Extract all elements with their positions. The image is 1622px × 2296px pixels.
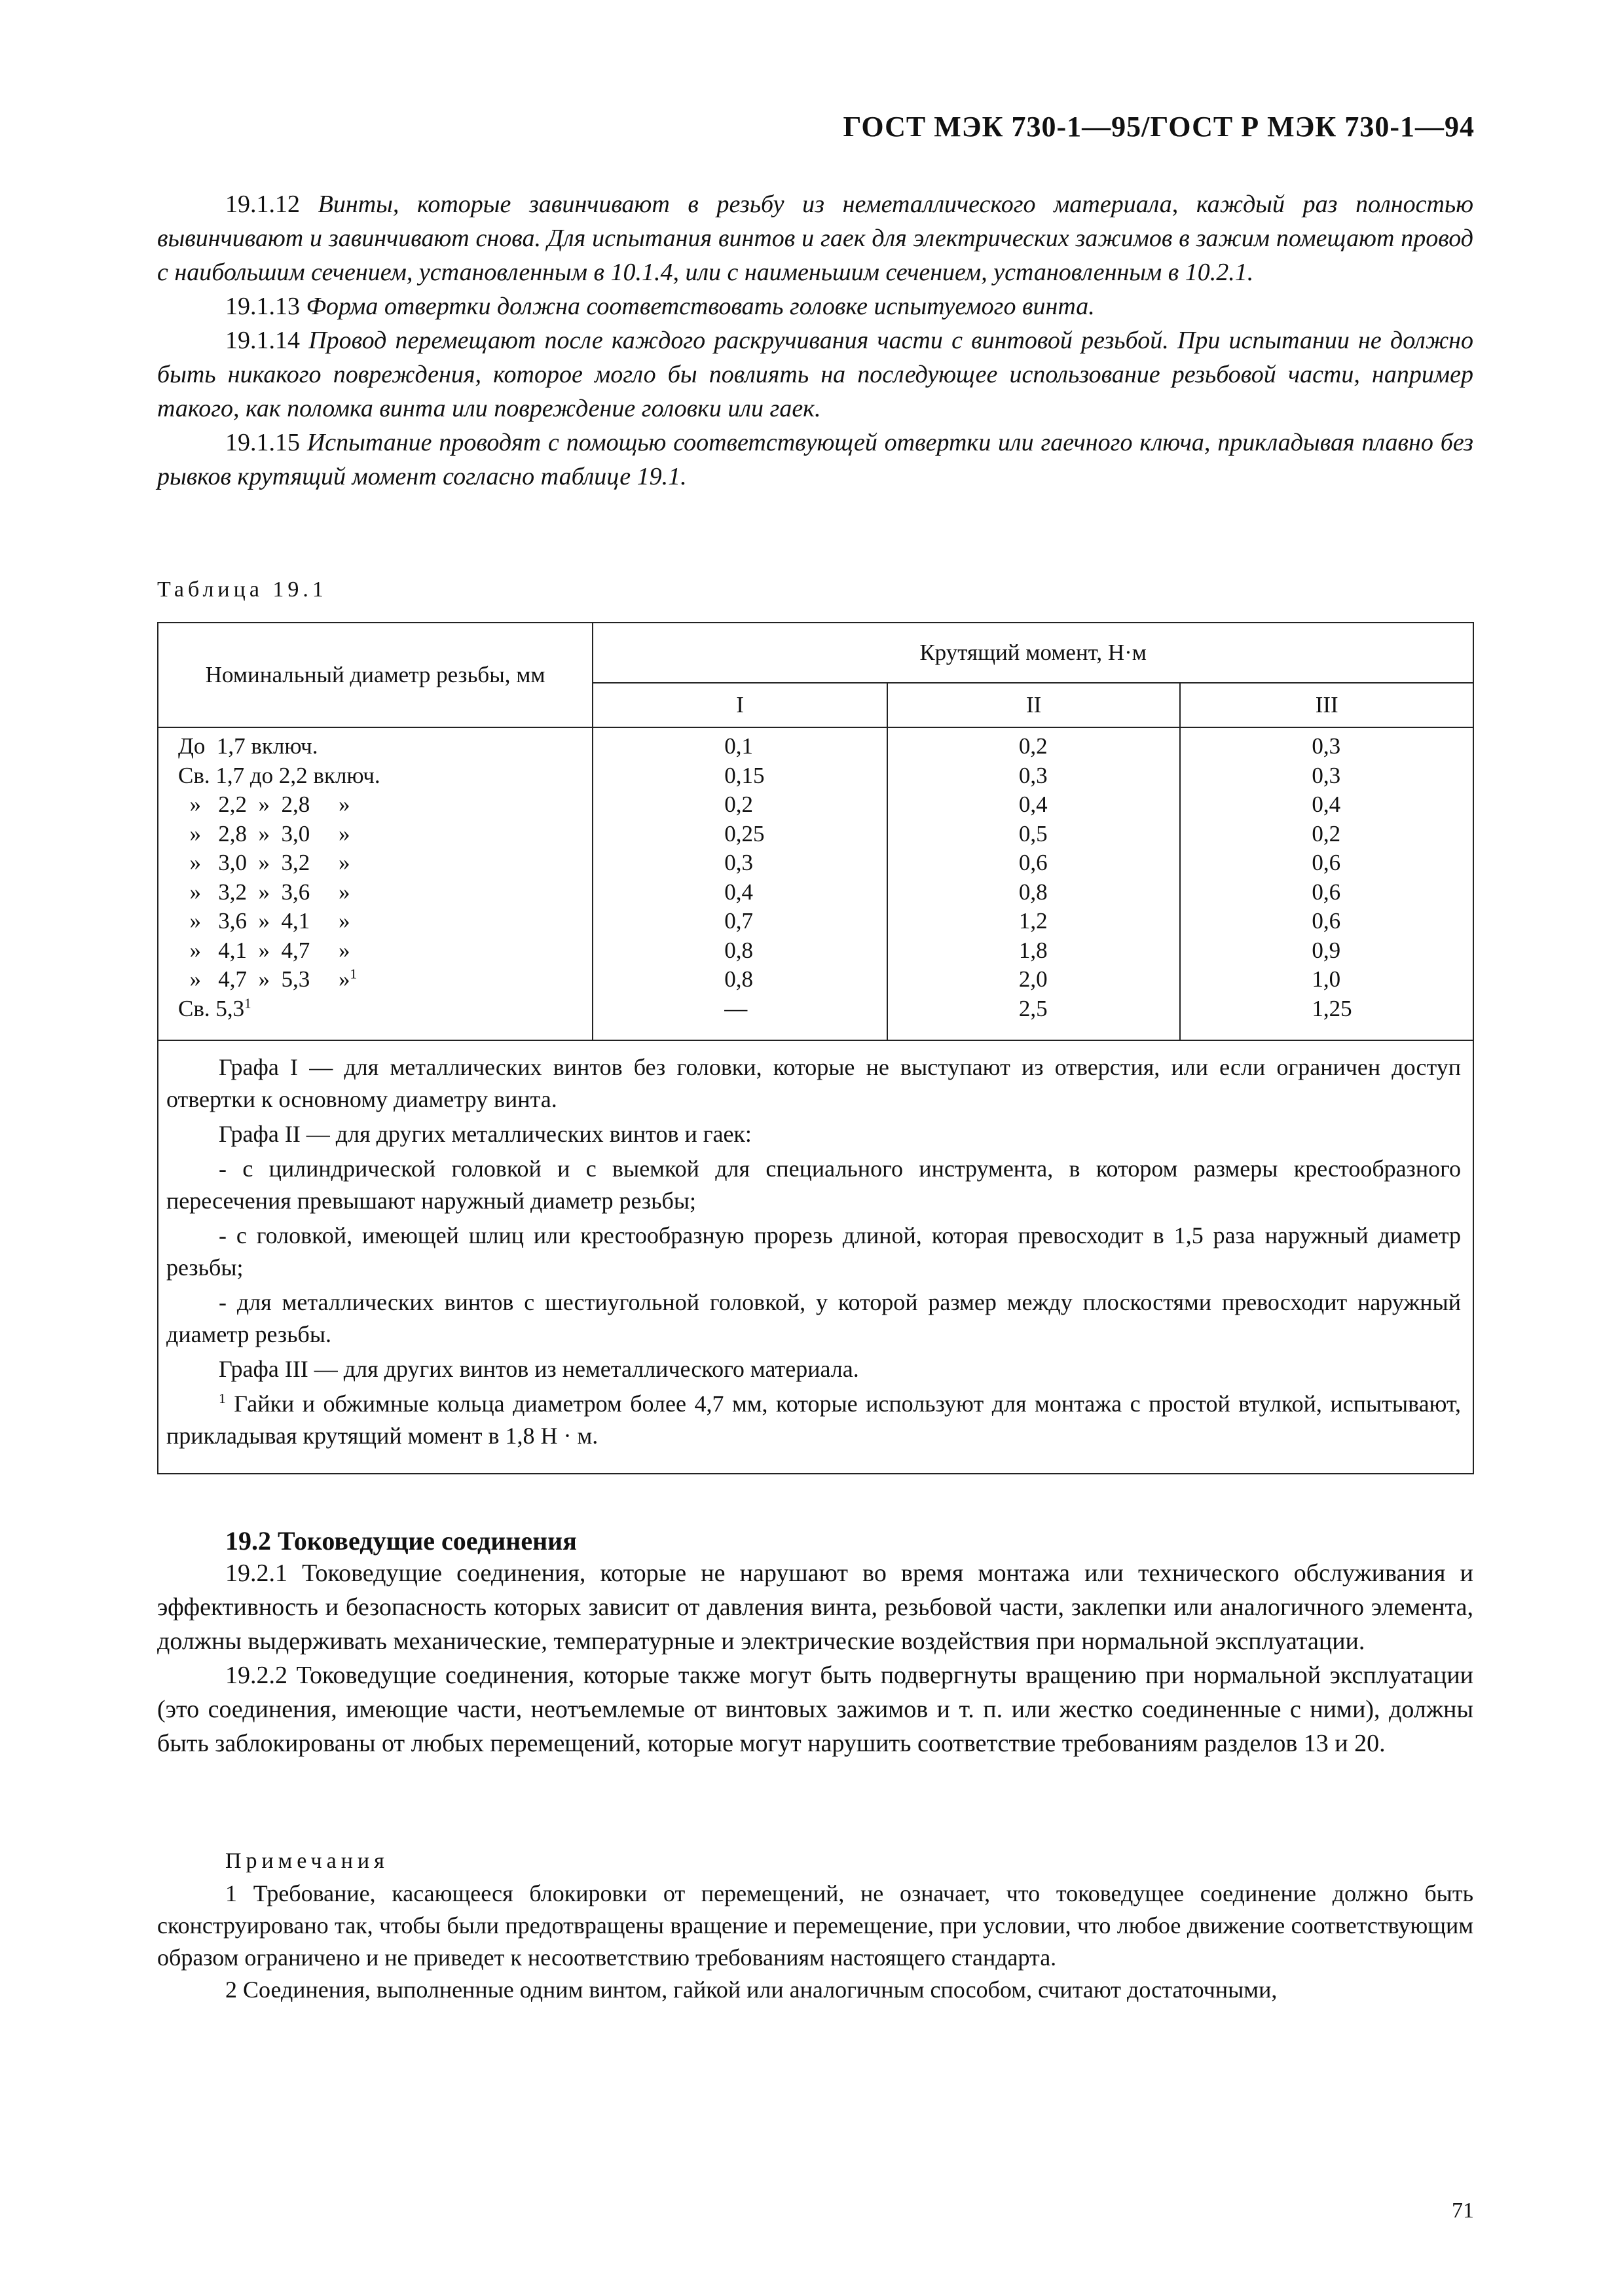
paragraph-text: Провод перемещают после каждого раскручивания части с винтовой резьбой. При испытании не должно быть никакого повреждения, которое могло бы повлиять на последующее использование резьбовой части, например такого, как поломка винта или повреждение головки или гаек. [157, 327, 1474, 422]
subsection-19-1-paragraphs [157, 187, 1473, 494]
table-cell: — [724, 995, 748, 1021]
table-cell: 0,2 [1018, 733, 1048, 759]
paragraph-text: Винты, которые завинчивают в резьбу из неметаллического материала, каждый раз полностью вывинчивают и завинчивают снова. Для испытания винтов и гаек для электрических зажимов в зажим помещают провод с наибольшим сечением, установленным в 10.1.4, или с наименьшим сечением, установленным в 10.2.1. [157, 191, 1474, 286]
table-cell: 0,2 [724, 792, 754, 817]
table-cell: 1,0 [1312, 966, 1341, 992]
table-row-diameter: » 3,2 » 3,6 » [178, 879, 350, 905]
table-note: - для металлических винтов с шестиугольной головкой, у которой размер между плоскостями превосходит наружный диаметр резьбы. [166, 1289, 1461, 1347]
table-cell: 0,4 [1312, 792, 1341, 817]
table-cell: 0,5 [1018, 820, 1048, 847]
footnote-text: Гайки и обжимные кольца диаметром более 4,7 мм, которые используют для монтажа с простой втулкой, испытывают, прикладывая крутящий момент в 1,8 Н · м. [166, 1391, 1461, 1449]
table-cell: 0,3 [724, 850, 754, 875]
table-cell: 0,3 [1312, 733, 1341, 759]
table-cell: 0,6 [1312, 850, 1341, 875]
table-note: Графа II — для других металлических винтов и гаек: [219, 1121, 752, 1147]
paragraph-19-1-12 [157, 187, 1473, 289]
table-row-diameter: » 3,0 » 3,2 » [178, 850, 350, 875]
paragraph-19-1-13 [157, 289, 1473, 323]
table-row-diameter: » 2,8 » 3,0 » [178, 820, 350, 847]
table-note: Графа I — для металлических винтов без головки, которые не выступают из отверстия, или если ограничен доступ отвертки к основному диаметру винта. [166, 1054, 1461, 1112]
table-notes [158, 1040, 1473, 1474]
paragraph-number: 19.1.15 [225, 429, 300, 456]
torque-column-ii [887, 727, 1181, 1040]
table-cell: 0,6 [1312, 908, 1341, 934]
table-cell: 0,8 [724, 937, 754, 963]
section-19-2-paragraphs [157, 1556, 1473, 1760]
table-row-diameter: Св. 1,7 до 2,2 включ. [178, 762, 380, 788]
table-cell: 0,3 [1312, 762, 1341, 788]
paragraph-text: Испытание проводят с помощью соответствующей отвертки или гаечного ключа, прикладывая плавно без рывков крутящий момент согласно таблице 19.1. [157, 429, 1474, 490]
table-row-diameter: До 1,7 включ. [178, 733, 318, 759]
paragraph-text: Форма отвертки должна соответствовать головке испытуемого винта. [306, 293, 1095, 320]
column-header-diameter: Номинальный диаметр резьбы, мм [158, 623, 593, 727]
table-row-diameter: Св. $5,3^1$ [178, 994, 251, 1021]
column-header-ii: II [887, 683, 1181, 727]
table-cell: 0,9 [1312, 937, 1341, 963]
table-cell: 0,25 [724, 820, 765, 847]
section-title: 19.2 Токоведущие соединения [225, 1526, 577, 1556]
table-cell: 0,2 [1312, 820, 1341, 847]
column-header-iii: III [1180, 683, 1473, 727]
table-row-diameter: » 4,7 » 5,3 »$^1$ [178, 966, 357, 992]
table-cell: 0,4 [724, 879, 754, 905]
document-header: ГОСТ МЭК 730-1—95/ГОСТ Р МЭК 730-1—94 [843, 111, 1475, 143]
note-item: 1 Требование, касающееся блокировки от перемещений, не означает, что токоведущее соединение должно быть сконструировано так, чтобы были предотвращены вращение и перемещение, при условии, что любое движение соответствующим образом ограничено и не приведет к несоответствию требованиям настоящего стандарта. [157, 1880, 1473, 1971]
table-caption: Таблица 19.1 [157, 577, 327, 602]
note-item: 2 Соединения, выполненные одним винтом, гайкой или аналогичным способом, считают достаточными, [225, 1977, 1278, 2003]
table-row-diameter: » 4,1 » 4,7 » [178, 937, 350, 963]
table-row-diameter: » 2,2 » 2,8 » [178, 792, 350, 817]
table-cell: 0,8 [724, 966, 754, 992]
table-cell: 0,4 [1018, 792, 1048, 817]
table-note: - с головкой, имеющей шлиц или крестообразную прорезь длиной, которая превосходит в 1,5 раза наружный диаметр резьбы; [166, 1222, 1461, 1281]
torque-column-iii [1180, 727, 1473, 1040]
paragraph-19-2-2: 19.2.2 Токоведущие соединения, которые также могут быть подвергнуты вращению при нормальной эксплуатации (это соединения, имеющие части, неотъемлемые от винтовых зажимов и т. п. или жестко соединенные с ними), должны быть заблокированы от любых перемещений, которые могут нарушить соответствие требованиям разделов 13 и 20. [157, 1662, 1473, 1757]
table-row-diameter: » 3,6 » 4,1 » [178, 908, 350, 934]
torque-table [157, 622, 1474, 1474]
table-cell: 1,2 [1018, 908, 1048, 934]
table-cell: 0,15 [724, 762, 765, 788]
table-cell: 2,0 [1018, 966, 1048, 992]
table-cell: 0,1 [724, 733, 754, 759]
notes-list [157, 1878, 1473, 2006]
notes-caption: Примечания [225, 1849, 389, 1873]
table-cell: 1,8 [1018, 937, 1048, 963]
table-cell: 0,6 [1312, 879, 1341, 905]
column-group-header-torque: Крутящий момент, Н·м [593, 623, 1473, 683]
paragraph-19-2-1: 19.2.1 Токоведущие соединения, которые не нарушают во время монтажа или технического обслуживания и эффективность и безопасность которых зависит от давления винта, резьбовой части, заклепки или аналогичного элемента, должны выдерживать механические, температурные и электрические воздействия при нормальной эксплуатации. [157, 1559, 1473, 1655]
footnote-mark: 1 [219, 1391, 226, 1406]
paragraph-19-1-15 [157, 426, 1473, 494]
paragraph-number: 19.1.14 [225, 327, 300, 354]
table-cell: 0,3 [1018, 762, 1048, 788]
table-footnote [166, 1388, 1461, 1452]
page-number: 71 [1452, 2198, 1474, 2223]
table-cell: 0,7 [724, 908, 754, 934]
table-cell: 0,6 [1018, 850, 1048, 875]
diameter-column [158, 727, 593, 1040]
table-note: - с цилиндрической головкой и с выемкой для специального инструмента, в котором размеры крестообразного пересечения превышают наружный диаметр резьбы; [166, 1156, 1461, 1214]
paragraph-number: 19.1.12 [225, 191, 300, 218]
paragraph-number: 19.1.13 [225, 293, 300, 320]
paragraph-19-1-14 [157, 323, 1473, 426]
table-cell: 0,8 [1018, 879, 1048, 905]
table-cell: 2,5 [1018, 995, 1048, 1021]
table-note: Графа III — для других винтов из неметаллического материала. [219, 1356, 859, 1382]
column-header-i: I [593, 683, 887, 727]
table-cell: 1,25 [1312, 995, 1352, 1021]
torque-column-i [593, 727, 887, 1040]
